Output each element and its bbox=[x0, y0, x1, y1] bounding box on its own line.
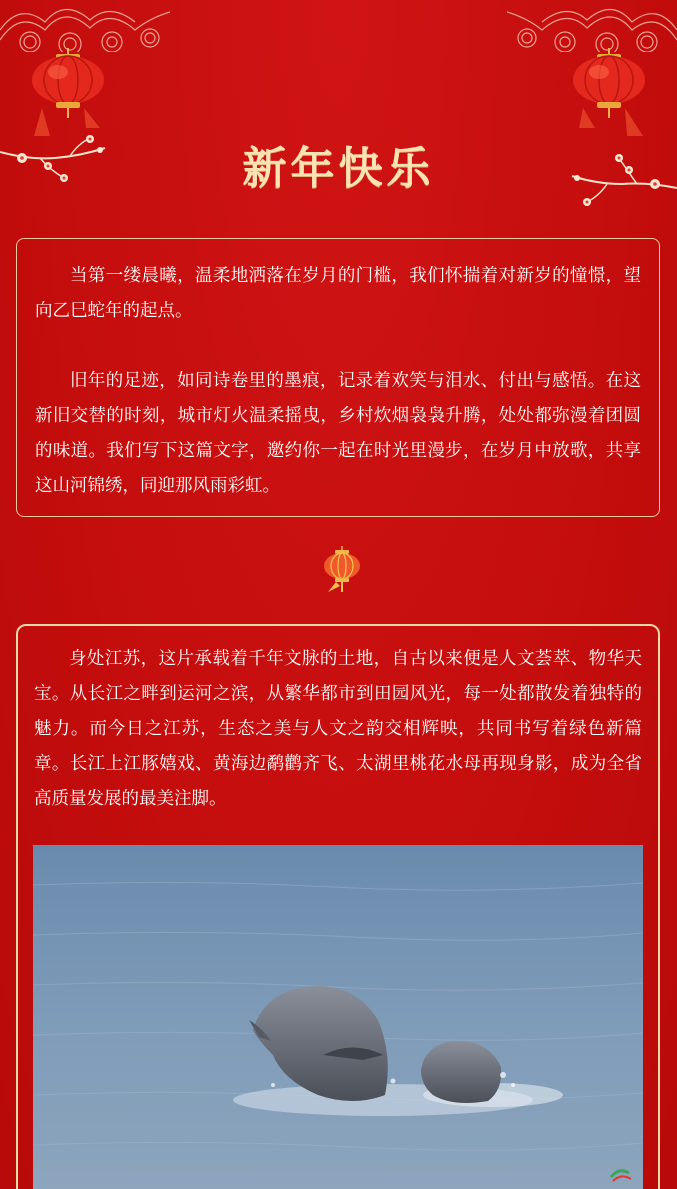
jiangsu-paragraph: 身处江苏，这片承载着千年文脉的土地，自古以来便是人文荟萃、物华天宝。从长江之畔到运河之滨，从繁华都市到田园风光，每一处都散发着独特的魅力。而今日之江苏，生态之美与人文之韵交相辉映，共同书写着绿色新篇章。长江上江豚嬉戏、黄海边鹬鹳齐飞、太湖里桃花水母再现身影，成为全省高质量发展的最美注脚。 bbox=[34, 649, 642, 809]
page-title: 新年快乐 bbox=[242, 143, 435, 194]
lantern-icon bbox=[569, 48, 649, 140]
corner-cloud-pattern-right bbox=[507, 0, 677, 52]
lantern-divider-icon bbox=[322, 546, 362, 594]
intro-paragraph: 当第一缕晨曦，温柔地洒落在岁月的门槛，我们怀揣着对新岁的憧憬，望向乙巳蛇年的起点。 bbox=[35, 266, 641, 321]
intro-paragraph: 旧年的足迹，如同诗卷里的墨痕，记录着欢笑与泪水、付出与感悟。在这新旧交替的时刻，城市灯火温柔摇曳，乡村炊烟袅袅升腾，处处都弥漫着团圆的味道。我们写下这篇文字，邀约你一起在时光里漫步，在岁月中放歌，共享这山河锦绣，同迎那风雨彩虹。 bbox=[35, 371, 641, 496]
corner-cloud-pattern-left bbox=[0, 0, 170, 52]
finless-porpoise-photo bbox=[33, 845, 643, 1189]
intro-text-card bbox=[16, 238, 660, 517]
porpoise-illustration bbox=[33, 845, 643, 1189]
lantern-icon bbox=[28, 48, 108, 140]
